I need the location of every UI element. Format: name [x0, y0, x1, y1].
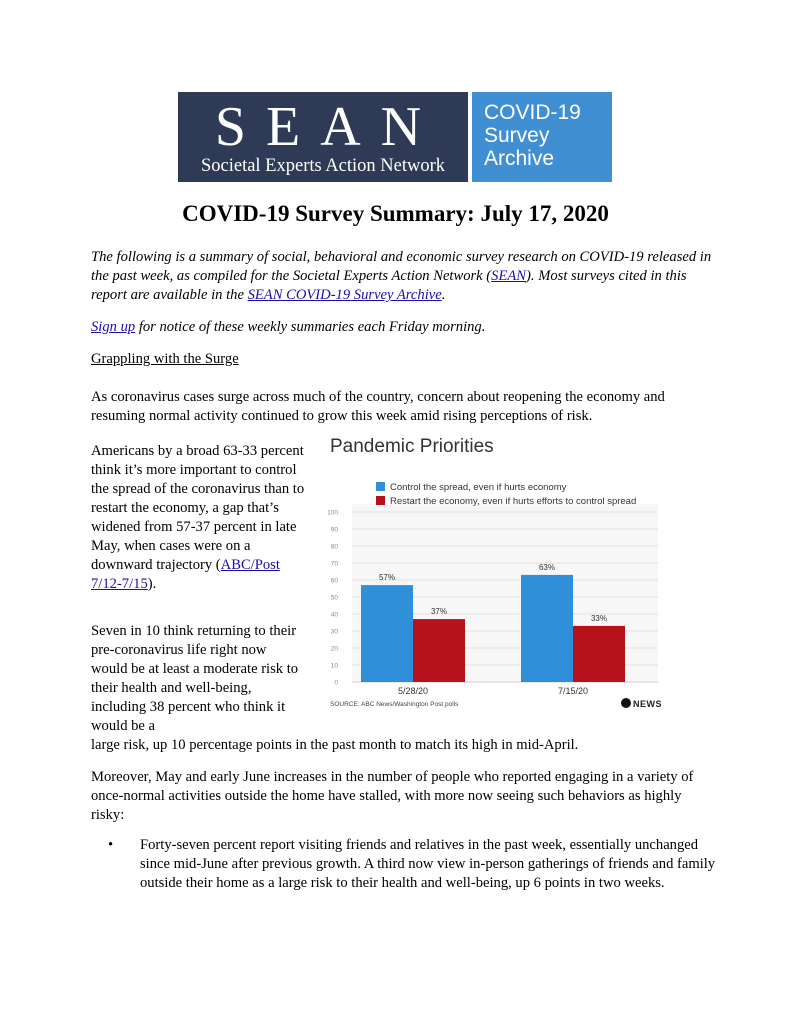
- y-tick-label: 70: [330, 560, 338, 568]
- legend-entry-restart: [376, 496, 636, 507]
- y-tick-label: 80: [330, 543, 338, 551]
- signup-text: for notice of these weekly summaries each Friday morning.: [135, 319, 486, 335]
- y-tick-label: 10: [330, 662, 338, 670]
- legend-swatch-control: [376, 482, 385, 491]
- bullet-marker: •: [108, 837, 114, 853]
- intro-text-3: .: [441, 287, 446, 303]
- page-title: COVID-19 Survey Summary: July 17, 2020: [182, 201, 609, 226]
- logo-subtitle: Societal Experts Action Network: [200, 156, 446, 176]
- archive-line-3: Archive: [484, 147, 555, 170]
- y-tick-label: 100: [327, 509, 338, 517]
- abc-ball-icon: [621, 698, 631, 708]
- list-item: [108, 836, 718, 893]
- y-tick-label: 60: [330, 577, 338, 585]
- chart-plot: [318, 436, 666, 716]
- y-tick-label: 30: [330, 628, 338, 636]
- abc-post-link[interactable]: ABC/Post 7/12-7/15: [91, 557, 280, 592]
- signup-link[interactable]: Sign up: [91, 319, 136, 335]
- bullet-text: Forty-seven percent report visiting friends and relatives in the past week, essentially unchanged since mid-June after previous growth. A third now view in-person gatherings of friends and family outside their home as a large risk to their health and well-being, up 6 points in two weeks.: [140, 837, 716, 891]
- intro-text-1: The following is a summary of social, behavioral and economic survey research on COVID-19 released in the past week, as compiled for the Societal Experts Action Network (: [91, 249, 712, 284]
- chart-title: Pandemic Priorities: [330, 436, 494, 457]
- x-tick-label: 5/28/20: [397, 686, 429, 696]
- logo-letters: SEAN: [214, 96, 442, 158]
- activities-paragraph: Moreover, May and early June increases in the number of people who reported engaging in a variety of once-normal activities outside the home have stalled, with more now seeing such behaviors as highly risky:: [91, 769, 694, 823]
- bullet-list: [108, 836, 718, 893]
- sean-logo: [178, 92, 468, 182]
- abc-news-text: NEWS: [633, 699, 662, 709]
- bar-restart-1: [573, 626, 625, 682]
- data-label: 33%: [590, 613, 608, 623]
- bar-control-0: [361, 585, 413, 682]
- abc-news-logo: [621, 698, 662, 709]
- archive-line-1: COVID-19: [484, 101, 581, 124]
- signup-paragraph: [91, 318, 717, 337]
- pandemic-priorities-chart: [318, 436, 666, 716]
- intro-paragraph: [91, 248, 717, 305]
- sean-logo-banner: [178, 92, 612, 182]
- data-label: 63%: [538, 562, 556, 572]
- section-heading: Grappling with the Surge: [91, 351, 239, 367]
- legend-swatch-restart: [376, 496, 385, 505]
- y-tick-label: 90: [330, 526, 338, 534]
- p1-end: ).: [147, 576, 157, 592]
- chart-source: SOURCE: ABC News/Washington Post polls: [330, 701, 459, 708]
- archive-line-2: Survey: [484, 124, 550, 147]
- legend-label-restart: Restart the economy, even if hurts efforts to control spread: [390, 496, 637, 507]
- risk-paragraph: Seven in 10 think returning to their pre-coronavirus life right now would be at least a moderate risk to their health and well-being, including 38 percent who think it would be a: [91, 623, 299, 734]
- bar-control-1: [521, 575, 573, 682]
- legend-label-control: Control the spread, even if hurts economy: [390, 482, 567, 493]
- p1-text: Americans by a broad 63-33 percent think it’s more important to control the spread of the coronavirus than to restart the economy, a gap that’s widened from 57-37 percent in late May, when cases were on a downward trajectory (: [91, 443, 305, 573]
- y-tick-label: 0: [334, 679, 338, 687]
- x-tick-label: 7/15/20: [557, 686, 589, 696]
- control-spread-paragraph: [91, 442, 306, 594]
- survey-archive-link[interactable]: SEAN COVID-19 Survey Archive: [247, 287, 442, 303]
- risk-paragraph-continued: large risk, up 10 percentage points in the past month to match its high in mid-April.: [91, 737, 579, 753]
- data-label: 57%: [378, 573, 396, 583]
- y-tick-label: 20: [330, 645, 338, 653]
- y-tick-label: 50: [330, 594, 338, 602]
- archive-badge: [472, 92, 612, 182]
- legend-entry-control: [376, 482, 566, 493]
- sean-link[interactable]: SEAN: [491, 268, 527, 284]
- data-label: 37%: [430, 607, 448, 617]
- intro-text-2: ). Most surveys cited in this report are available in the: [91, 268, 687, 303]
- surge-intro-paragraph: As coronavirus cases surge across much of the country, concern about reopening the economy and resuming normal activity continued to grow this week amid rising perceptions of risk.: [91, 389, 665, 424]
- y-tick-label: 40: [330, 611, 338, 619]
- bar-restart-0: [413, 619, 465, 682]
